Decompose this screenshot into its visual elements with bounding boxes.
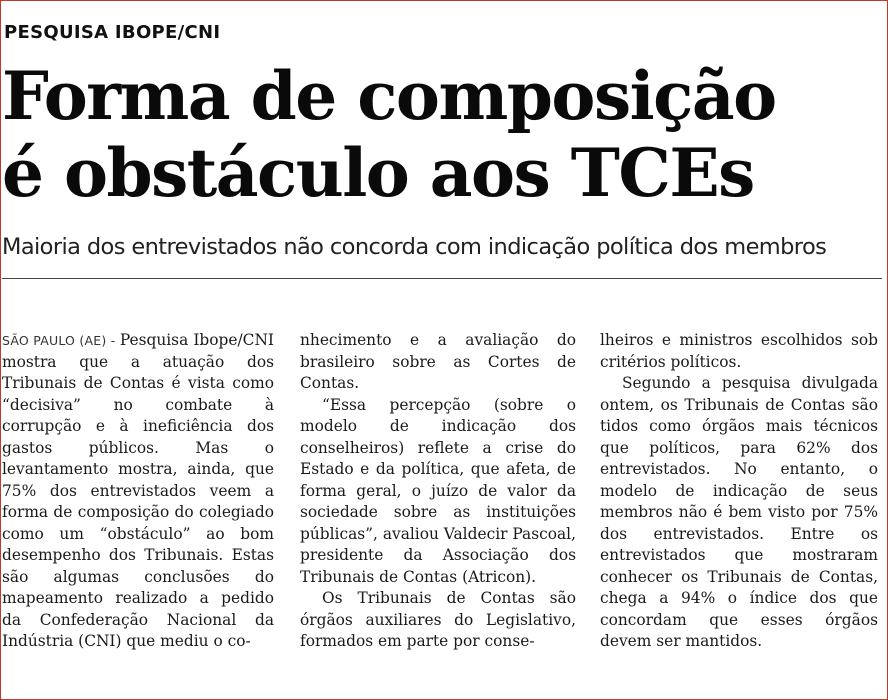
dateline: SÃO PAULO (AE) - <box>2 333 120 348</box>
article-paragraph: lheiros e ministros escolhidos sob critérios políticos. <box>600 331 878 371</box>
divider-rule <box>2 278 882 279</box>
article-paragraph: Segundo a pesquisa divulgada ontem, os Tribunais de Contas são tidos como órgãos mais técnicos que políticos, para 62% dos entrevistados. No entanto, o modelo de indicação de seus membros não é bem visto por 75% dos entrevistados. Entre os entrevistados que mostraram conhecer os Tribunais de Contas, chega a 94% o índice dos que concordam que esses órgãos devem ser mantidos. <box>600 374 878 650</box>
paragraph-text: Pesquisa Ibope/CNI mostra que a atuação dos Tribunais de Contas é vista como “decisiva” no combate à corrupção e à ineficiência dos gastos públicos. Mas o levantamento mostra, ainda, que 75% dos entrevistados veem a forma de composição do colegiado como um “obstáculo” ao bom desempenho dos Tribunais. Estas são algumas conclusões do mapeamento realizado a pedido da Confederação Nacional da Indústria (CNI) que mediu o co- <box>2 331 274 650</box>
article-column-2 <box>300 330 576 653</box>
article-paragraph: Os Tribunais de Contas são órgãos auxiliares do Legislativo, formados em parte por conse- <box>300 589 576 650</box>
headline-line-1: Forma de composição <box>2 57 776 135</box>
article-paragraph: “Essa percepção (sobre o modelo de indicação dos conselheiros) reflete a crise do Estado e da política, que afeta, de forma geral, o juízo de valor da sociedade sobre as instituições públicas”, avaliou Valdecir Pascoal, presidente da Associação dos Tribunais de Contas (Atricon). <box>300 395 576 586</box>
article-paragraph <box>2 330 274 653</box>
article-column-1 <box>2 330 274 653</box>
article-paragraph: nhecimento e a avaliação do brasileiro sobre as Cortes de Contas. <box>300 331 576 392</box>
section-label: PESQUISA IBOPE/CNI <box>4 22 221 43</box>
headline <box>2 58 886 212</box>
headline-line-2: é obstáculo aos TCEs <box>2 134 754 212</box>
subheadline: Maioria dos entrevistados não concorda com indicação política dos membros <box>2 234 827 260</box>
article-column-3 <box>600 330 878 653</box>
